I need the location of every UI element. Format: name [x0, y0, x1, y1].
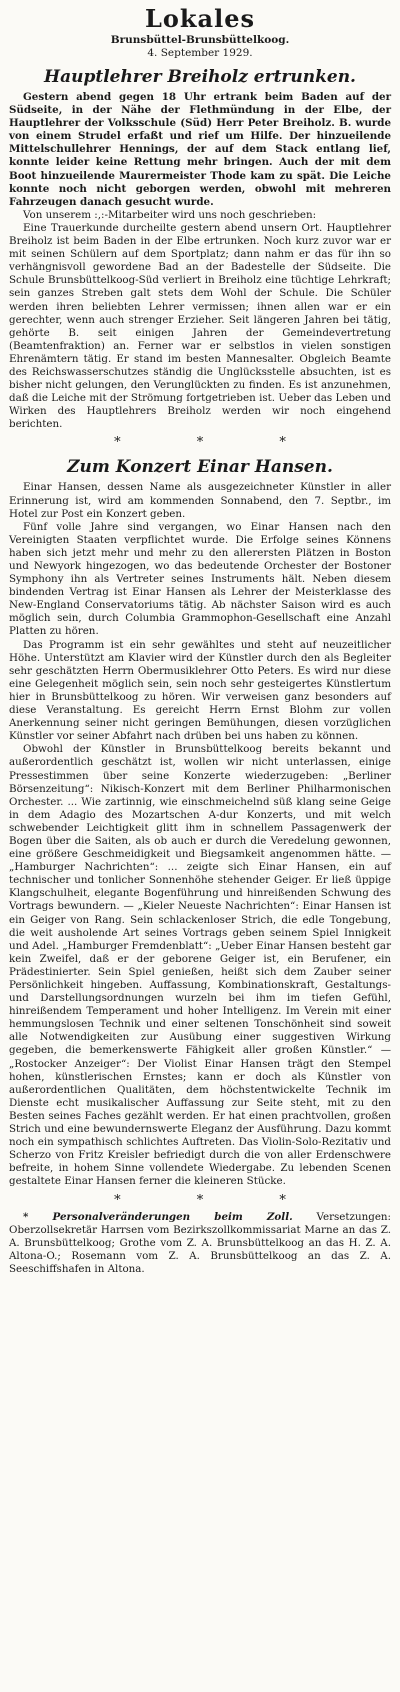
notice-title: * Personalveränderungen beim Zoll.	[23, 1210, 293, 1223]
article2-paragraph: Einar Hansen, dessen Name als ausgezeichneter Künstler in aller Erinnerung ist, wird am kommenden Sonnabend, den 7. Septbr., im Hotel zur Post ein Konzert geben.	[9, 481, 391, 520]
location-line: Brunsbüttel-Brunsbüttelkoog.	[110, 34, 290, 46]
article1-headline: Hauptlehrer Breiholz ertrunken.	[44, 67, 356, 87]
separator: * * *	[114, 435, 322, 451]
article2-paragraph: Fünf volle Jahre sind vergangen, wo Einar Hansen nach den Vereinigten Staaten verpflichtet wurde. Die Erfolge seines Könnens haben sich jetzt mehr und mehr zu den allerersten Plätzen in Boston und Newyork hingezogen, wo das bedeutende Orchester der Bostoner Symphony ihn als Vertreter seines Instruments hält. Neben diesem bindenden Vertrag ist Einar Hansen als Lehrer der Meisterklasse des New-England Conservatoriums tätig. Ab nächster Saison wird es auch möglich sein, durch Columbia Grammophon-Gesellschaft eine Anzahl Platten zu hören.	[9, 520, 391, 638]
article1-lead: Gestern abend gegen 18 Uhr ertrank beim Baden auf der Südseite, in der Nähe der Flethmündung in der Elbe, der Hauptlehrer der Volksschule (Süd) Herr Peter Breiholz. B. wurde von einem Strudel erfaßt und rief um Hilfe. Der hinzueilende Mittelschullehrer Hennings, der auf dem Stack entlang lief, konnte leider keine Rettung mehr bringen. Auch der mit dem Boot hinzueilende Maurermeister Thode kam zu spät. Die Leiche konnte noch nicht geborgen werden, obwohl mit mehreren Fahrzeugen danach gesucht wurde.	[9, 91, 391, 208]
article1-paragraph: Eine Trauerkunde durcheilte gestern abend unsern Ort. Hauptlehrer Breiholz ist beim Baden in der Elbe ertrunken. Noch kurz zuvor war er mit seinen Schülern auf dem Sportplatz; dann nahm er das für ihn so verhängnisvoll gewordene Bad an der Badestelle der Südseite. Die Schule Brunsbüttelkoog-Süd verliert in Breiholz eine tüchtige Lehrkraft; sein ganzes Streben galt stets dem Wohl der Schule. Die Schüler werden ihren beliebten Lehrer vermissen; ihnen allen war er ein gerechter, wenn auch strenger Erzieher. Seit längeren Jahren bei tätig, gehörte B. seit einigen Jahren der Gemeindevertretung (Beamtenfraktion) an. Ferner war er selbstlos in vielen sonstigen Ehrenämtern tätig. Er stand im besten Mannesalter. Obgleich Beamte des Reichswasserschutzes ständig die Unglücksstelle absuchten, ist es bisher nicht gelungen, den Verunglückten zu finden. Es ist anzunehmen, daß die Leiche mit der Strömung fortgetrieben ist. Ueber das Leben und Wirken des Hauptlehrers Breiholz werden wir noch eingehend berichten.	[9, 221, 391, 431]
newspaper-page	[9, 0, 391, 1276]
date-line: 4. September 1929.	[147, 47, 253, 59]
article2-paragraph: Obwohl der Künstler in Brunsbüttelkoog bereits bekannt und außerordentlich geschätzt ist, wollen wir nicht unterlassen, einige Pressestimmen über seine Konzerte wiederzugeben: „Berliner Börsenzeitung“: Nikisch-Konzert mit dem Berliner Philharmonischen Orchester. ... Wie zartinnig, wie einschmeichelnd süß klang seine Geige in dem Adagio des Mozartschen A-dur Konzerts, und mit welch schwebender Leichtigkeit glitt ihm in schnellem Passagenwerk der Bogen über die Saiten, als ob auch er durch die Veredelung gewonnen, eine größere Geschmeidigkeit und Biegsamkeit angenommen hätte. — „Hamburger Nachrichten“: ... zeigte sich Einar Hansen, ein auf technischer und tonlicher Sonnenhöhe stehender Geiger. Er ließ üppige Klangschulheit, elegante Bogenführung und hinreißenden Schwung des Vortrags bewundern. — „Kieler Neueste Nachrichten“: Einar Hansen ist ein Geiger von Rang. Sein schlackenloser Strich, die edle Tongebung, die weit ausholende Art seines Vortrags geben seinem Spiel Innigkeit und Adel. „Hamburger Fremdenblatt“: „Ueber Einar Hansen besteht gar kein Zweifel, daß er der geborene Geiger ist, ein Berufener, ein Prädestinierter. Sein Spiel genießen, heißt sich dem Zauber seiner Persönlichkeit hingeben. Auffassung, Kombinationskraft, Gestaltungs- und Darstellungsordnungen wurzeln bei ihm im tiefen Gefühl, hinreißendem Temperament und hoher Intelligenz. Im Verein mit einer hemmungslosen Technik und einer seltenen Tonschönheit sind soweit alle Notwendigkeiten zur Ausübung einer suggestiven Wirkung gegeben, die bemerkenswerte Fähigkeit aller großen Künstler.“ — „Rostocker Anzeiger“: Der Violist Einar Hansen trägt den Stempel hohen, künstlerischen Ernstes; kann er doch als Künstler von außerordentlichen Qualitäten, dem höchstentwickelte Technik im Dienste echt musikalischer Auffassung zur Seite steht, mit zu den Besten seines Faches gezählt werden. Er hat einen prachtvollen, großen Strich und eine bewundernswerte Eleganz der Ausführung. Dazu kommt noch ein sympathisch schlichtes Auftreten. Das Violin-Solo-Rezitativ und Scherzo von Fritz Kreisler befriedigt durch die von aller Erdenschwere befreite, in hohem Sinne vollendete Wiedergabe. Zu lebenden Scenen gestaltete Einar Hansen ferner die kleineren Stücke.	[9, 743, 391, 1188]
notice-text: Versetzungen: Oberzollsekretär Harrsen vom Bezirkszollkommissariat Marne an das Z. A. Brunsbüttelkoog; Grothe vom Z. A. Brunsbüttelkoog an das H. Z. A. Altona-O.; Rosemann vom Z. A. Brunsbüttelkoog an das Z. A. Seeschiffshafen in Altona.	[9, 1210, 392, 1275]
article1-paragraph: Von unserem :,:-Mitarbeiter wird uns noch geschrieben:	[23, 208, 317, 221]
separator: * * *	[114, 1192, 322, 1208]
article2-headline: Zum Konzert Einar Hansen.	[67, 457, 333, 478]
section-title: Lokales	[145, 4, 255, 33]
article2-paragraph: Das Programm ist ein sehr gewähltes und steht auf neuzeitlicher Höhe. Unterstützt am Klavier wird der Künstler durch den als Begleiter sehr geschätzten Herrn Obermusiklehrer Otto Peters. Es wird nur diese eine Gelegenheit möglich sein, sein noch sehr gesteigertes Künstlertum hier in Brunsbüttelkoog zu hören. Wir verweisen ganz besonders auf diese Veranstaltung. Es gereicht Herrn Ernst Blohm zur vollen Anerkennung seiner nicht geringen Bemühungen, diesen vorzüglichen Künstler vor seiner Abfahrt nach drüben bei uns haben zu können.	[9, 638, 391, 743]
notice-paragraph	[9, 1211, 391, 1276]
